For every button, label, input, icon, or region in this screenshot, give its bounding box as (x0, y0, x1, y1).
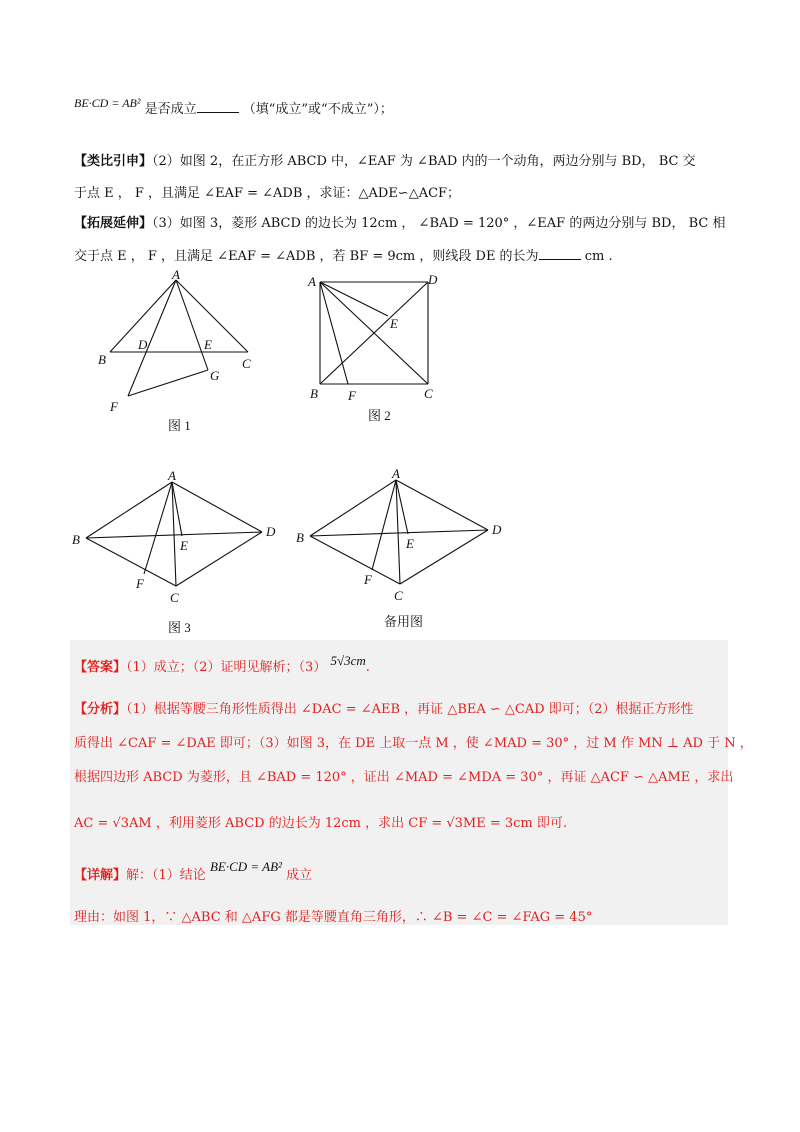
fig2-label-b: B (310, 386, 318, 401)
detail-tag: 【详解】 (74, 868, 127, 883)
detail-formula: BE·CD = AB² (209, 859, 282, 874)
fig1-label-g: G (210, 368, 220, 383)
q3-text2: 交于点 E ， F ，且满足 ∠EAF = ∠ADB ，若 BF = 9cm ，则线段 DE 的长为 (74, 249, 539, 264)
answer-line (74, 653, 370, 675)
fig2-label-a: A (308, 274, 316, 289)
fig1-label-b: B (98, 352, 106, 367)
detail-line1 (74, 859, 313, 883)
answer-value: 5√3cm (330, 653, 366, 668)
q1-tail-line (74, 98, 393, 117)
detail-text1b: 成立 (286, 868, 313, 883)
fig2-label-f: F (348, 388, 356, 403)
analysis-line3 (74, 766, 733, 785)
analysis-tag: 【分析】 (74, 702, 127, 717)
spare-label-c: C (394, 588, 403, 603)
spare-label-b: B (296, 530, 304, 545)
fig2-caption: 图 2 (368, 408, 391, 423)
spare-label-a: A (392, 466, 400, 481)
figure-1 (90, 270, 270, 435)
answer-text: （1）成立；（2）证明见解析；（3） (126, 660, 327, 675)
figure-3 (70, 462, 290, 637)
q2-line2 (74, 182, 460, 201)
fig3-label-c: C (170, 590, 179, 605)
detail-text1a: 解：（1）结论 (126, 868, 206, 883)
q2-line1 (74, 150, 696, 169)
fig1-label-a: A (172, 270, 180, 282)
analysis-text1: （1）根据等腰三角形性质得出 ∠DAC = ∠AEB ，再证 △BEA ∽ △CAD 即可；（2）根据正方形性 (126, 702, 694, 717)
spare-label-e: E (406, 536, 414, 551)
q3-answer-blank (539, 247, 581, 260)
answer-tag: 【答案】 (74, 660, 127, 675)
q1-formula: BE·CD = AB² (74, 96, 141, 110)
fig1-label-d: D (138, 337, 148, 352)
q3-unit: cm . (584, 249, 613, 264)
spare-caption: 备用图 (384, 614, 424, 629)
fig3-label-d: D (266, 524, 276, 539)
fig3-label-a: A (168, 468, 176, 483)
fig1-label-f: F (110, 399, 118, 414)
spare-figure (292, 460, 512, 632)
fig3-label-e: E (180, 538, 188, 553)
fig1-label-c: C (242, 356, 251, 371)
detail-line2 (74, 906, 592, 925)
fig3-label-b: B (72, 532, 80, 547)
fig1-label-e: E (204, 337, 212, 352)
fig2-label-c: C (424, 386, 433, 401)
q1-hint: （填“成立”或“不成立”）； (242, 102, 393, 117)
analysis-text2: 质得出 ∠CAF = ∠DAE 即可；（3）如图 3，在 DE 上取一点 M ，使 ∠MAD = 30° ，过 M 作 MN ⊥ AD 于 N ， (74, 736, 753, 751)
fig2-label-d: D (428, 272, 438, 287)
q3-line2 (74, 245, 613, 264)
q2-text1: （2）如图 2，在正方形 ABCD 中，∠EAF 为 ∠BAD 内的一个动角，两边分别与 BD， BC 交 (152, 154, 696, 169)
q1-text: 是否成立 (144, 102, 197, 117)
analysis-text3: 根据四边形 ABCD 为菱形，且 ∠BAD = 120° ，证出 ∠MAD = ∠MDA = 30° ，再证 △ACF ∽ △AME ，求出 (74, 770, 734, 785)
analysis-line2 (74, 732, 753, 751)
answer-end: . (365, 660, 370, 675)
analysis-text4: AC = √3AM ，利用菱形 ABCD 的边长为 12cm ，求出 CF = √3ME = 3cm 即可. (74, 816, 568, 831)
figure-2 (300, 268, 450, 428)
q1-answer-blank (197, 100, 239, 113)
fig2-label-e: E (390, 316, 398, 331)
q2-text2: 于点 E ， F ，且满足 ∠EAF = ∠ADB ，求证：△ADE∽△ACF； (74, 186, 461, 201)
fig3-label-f: F (136, 576, 144, 591)
fig1-caption: 图 1 (168, 418, 191, 433)
spare-label-f: F (364, 572, 372, 587)
analysis-line4 (74, 812, 567, 831)
fig3-caption: 图 3 (168, 620, 191, 635)
q3-tag: 【拓展延伸】 (74, 216, 153, 231)
detail-text2: 理由：如图 1，∵ △ABC 和 △AFG 都是等腰直角三角形，∴ ∠B = ∠C = ∠FAG = 45° (74, 910, 593, 925)
q2-tag: 【类比引申】 (74, 154, 153, 169)
analysis-line1 (74, 698, 694, 717)
q3-text1: （3）如图 3，菱形 ABCD 的边长为 12cm ， ∠BAD = 120° ，∠EAF 的两边分别与 BD， BC 相 (152, 216, 726, 231)
spare-label-d: D (492, 522, 502, 537)
q3-line1 (74, 212, 725, 231)
